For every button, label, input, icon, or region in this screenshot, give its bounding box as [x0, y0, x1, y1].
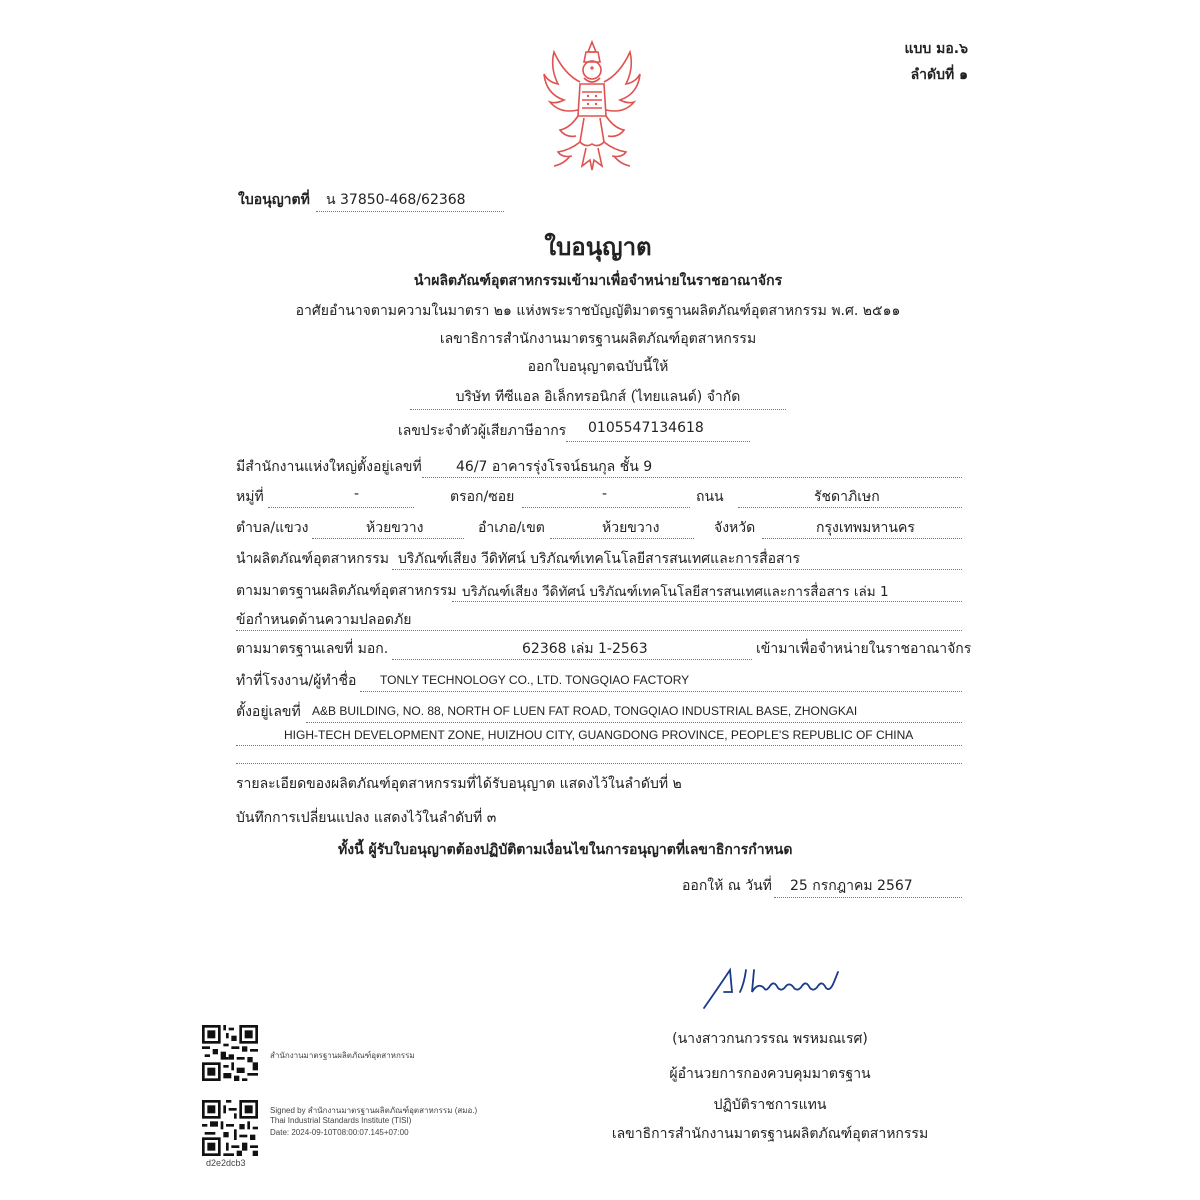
signatory-title-1: ผู้อำนวยการกองควบคุมมาตรฐาน [669, 1066, 871, 1082]
signatory-title-2: ปฏิบัติราชการแทน [713, 1097, 827, 1113]
soi-value: - [602, 486, 608, 502]
company-dotline [410, 409, 786, 410]
safety-dotline [236, 630, 962, 631]
factory-value: TONLY TECHNOLOGY CO., LTD. TONGQIAO FACTORY [380, 673, 690, 687]
issue-to-line: ออกใบอนุญาตฉบับนี้ให้ [527, 359, 669, 375]
address-dotline-3 [236, 763, 962, 764]
issued-date: 25 กรกฎาคม 2567 [790, 878, 913, 894]
form-code: แบบ มอ.๖ [904, 41, 968, 57]
import-suffix: เข้ามาเพื่อจำหน่ายในราชอาณาจักร [756, 641, 972, 657]
address-dotline-1 [306, 722, 962, 723]
soi-label: ตรอก/ซอย [450, 489, 515, 505]
road-value: รัชดาภิเษก [814, 489, 880, 505]
signed-date-line: Date: 2024-09-10T08:00:07.145+07:00 [270, 1128, 409, 1137]
document-hash: d2e2dcb3 [206, 1158, 246, 1168]
issued-dotline [774, 897, 962, 898]
soi-dotline [522, 507, 690, 508]
hq-label: มีสำนักงานแห่งใหญ่ตั้งอยู่เลขที่ [236, 459, 422, 475]
authority-line: อาศัยอำนาจตามความในมาตรา ๒๑ แห่งพระราชบัญญัติมาตรฐานผลิตภัณฑ์อุตสาหกรรม พ.ศ. ๒๕๑๑ [295, 303, 901, 319]
signatory-name: (นางสาวกนกวรรณ พรหมณเรศ) [672, 1031, 868, 1047]
road-label: ถนน [696, 489, 724, 505]
qr-caption: สำนักงานมาตรฐานผลิตภัณฑ์อุตสาหกรรม [270, 1051, 415, 1060]
document-title: ใบอนุญาต [544, 233, 652, 261]
license-no-dotline [316, 211, 504, 212]
address-line-2: HIGH-TECH DEVELOPMENT ZONE, HUIZHOU CITY, GUANGDONG PROVINCE, PEOPLE'S REPUBLIC OF CHINA [284, 728, 914, 742]
subdistrict-label: ตำบล/แขวง [236, 520, 309, 536]
tis-label: ตามมาตรฐานเลขที่ มอก. [236, 641, 389, 657]
district-value: ห้วยขวาง [602, 520, 660, 536]
sequence-number: ลำดับที่ ๑ [910, 67, 968, 83]
qr-code-icon [202, 1025, 258, 1081]
signed-org-line: Thai Industrial Standards Institute (TISI) [270, 1116, 412, 1125]
address-label: ตั้งอยู่เลขที่ [236, 704, 301, 720]
secretary-line: เลขาธิการสำนักงานมาตรฐานผลิตภัณฑ์อุตสาหกรรม [439, 331, 757, 347]
subdistrict-value: ห้วยขวาง [366, 520, 424, 536]
document-subtitle: นำผลิตภัณฑ์อุตสาหกรรมเข้ามาเพื่อจำหน่ายในราชอาณาจักร [413, 273, 783, 289]
standard-label: ตามมาตรฐานผลิตภัณฑ์อุตสาหกรรม [236, 583, 457, 599]
issued-label: ออกให้ ณ วันที่ [682, 878, 772, 894]
district-label: อำเภอ/เขต [478, 520, 545, 536]
province-value: กรุงเทพมหานคร [816, 520, 915, 536]
taxid-value: 0105547134618 [588, 420, 704, 436]
taxid-label: เลขประจำตัวผู้เสียภาษีอากร [398, 423, 567, 439]
province-label: จังหวัด [714, 520, 756, 536]
tis-value: 62368 เล่ม 1-2563 [522, 641, 648, 657]
license-number: น 37850-468/62368 [326, 192, 466, 208]
garuda-emblem-icon [540, 38, 645, 178]
product-label: นำผลิตภัณฑ์อุตสาหกรรม [236, 551, 390, 567]
detail-line: รายละเอียดของผลิตภัณฑ์อุตสาหกรรมที่ได้รับอนุญาต แสดงไว้ในลำดับที่ ๒ [236, 776, 682, 792]
address-line-1: A&B BUILDING, NO. 88, NORTH OF LUEN FAT ROAD, TONGQIAO INDUSTRIAL BASE, ZHONGKAI [312, 704, 858, 718]
address-dotline-2 [236, 745, 962, 746]
company-name: บริษัท ทีซีแอล อิเล็กทรอนิกส์ (ไทยแลนด์) จำกัด [455, 389, 741, 405]
moo-label: หมู่ที่ [236, 489, 264, 505]
standard-value: บริภัณฑ์เสียง วีดิทัศน์ บริภัณฑ์เทคโนโลยีสารสนเทศและการสื่อสาร เล่ม 1 [462, 584, 889, 600]
signed-by-line: Signed by สำนักงานมาตรฐานผลิตภัณฑ์อุตสาหกรรม (สมอ.) [270, 1106, 478, 1115]
product-value: บริภัณฑ์เสียง วีดิทัศน์ บริภัณฑ์เทคโนโลยีสารสนเทศและการสื่อสาร [398, 551, 800, 567]
moo-value: - [354, 486, 360, 502]
hq-value: 46/7 อาคารรุ่งโรจน์ธนกุล ชั้น 9 [456, 459, 653, 475]
handwritten-signature-icon [700, 962, 850, 1012]
license-no-label: ใบอนุญาตที่ [238, 192, 310, 208]
change-line: บันทึกการเปลี่ยนแปลง แสดงไว้ในลำดับที่ ๓ [236, 810, 497, 826]
moo-dotline [268, 507, 414, 508]
signatory-title-3: เลขาธิการสำนักงานมาตรฐานผลิตภัณฑ์อุตสาหกรรม [611, 1126, 929, 1142]
factory-label: ทำที่โรงงาน/ผู้ทำชื่อ [236, 673, 357, 689]
qr-code-icon [202, 1100, 258, 1156]
condition-line: ทั้งนี้ ผู้รับใบอนุญาตต้องปฏิบัติตามเงื่อนไขในการอนุญาตที่เลขาธิการกำหนด [338, 842, 793, 858]
taxid-dotline [566, 441, 750, 442]
safety-line: ข้อกำหนดด้านความปลอดภัย [236, 612, 412, 628]
factory-dotline [360, 691, 962, 692]
